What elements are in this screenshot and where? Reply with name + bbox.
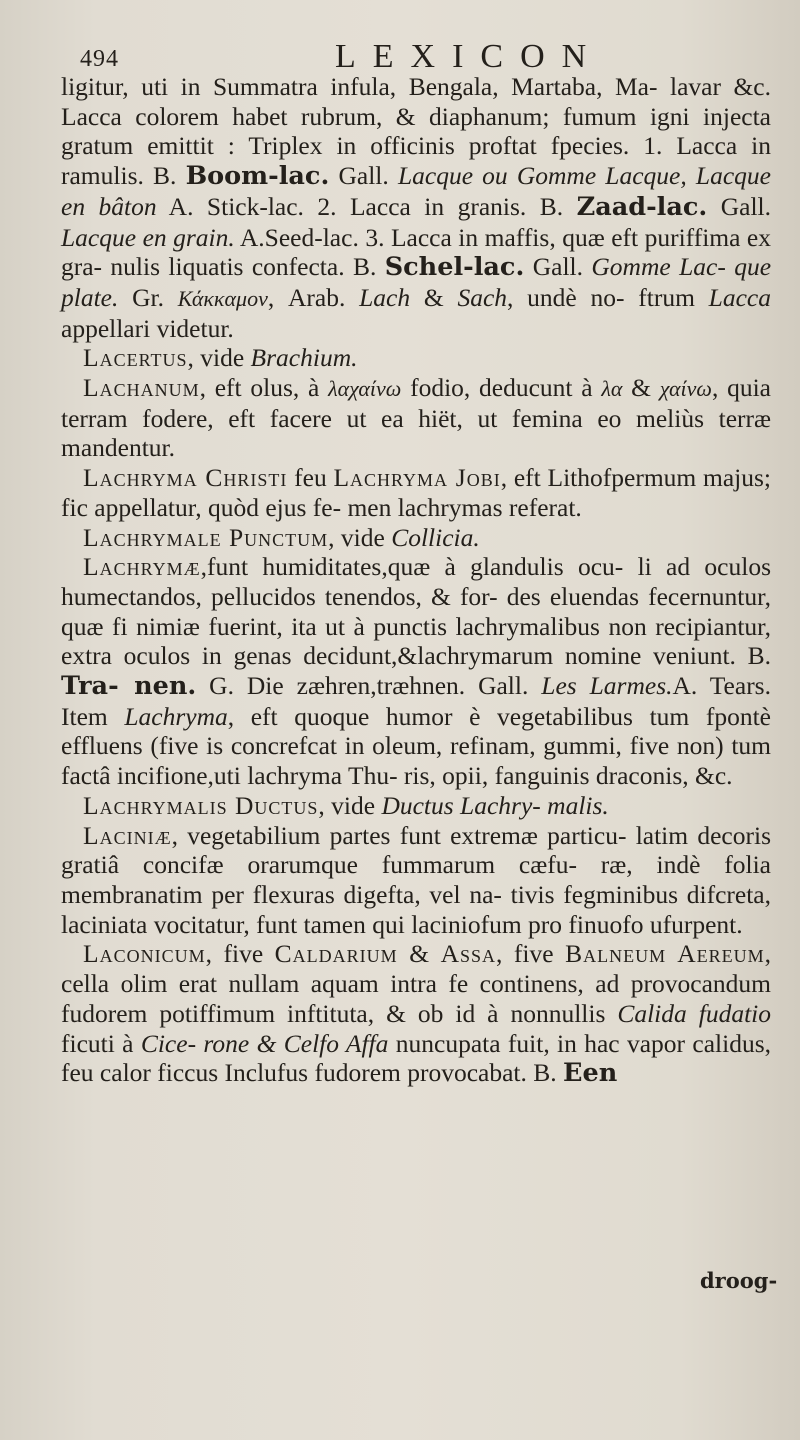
dutch-term: Een: [563, 1058, 618, 1089]
entry-lachrymalis-ductus: [61, 791, 771, 821]
greek-term: λα: [601, 376, 623, 402]
entry-text: G. Die zæhren,træhnen. Gall.: [196, 671, 542, 701]
italic-term: Sach: [457, 282, 508, 312]
italic-term: Lacque en grain.: [61, 222, 235, 252]
entry-lachrymale-punctum: [61, 523, 771, 553]
entry-text: Gall.: [524, 252, 592, 282]
entry-lacca-continued: [61, 72, 771, 343]
entry-text: , five: [205, 939, 275, 969]
entry-text: &: [397, 939, 441, 969]
headword: Lacertus: [83, 343, 188, 373]
entry-text: Gall.: [329, 161, 398, 191]
entry-lacertus: [61, 343, 771, 373]
headword: Assa: [440, 939, 497, 969]
headword: Caldarium: [274, 939, 398, 969]
entry-laciniae: [61, 821, 771, 940]
page-number: 494: [80, 46, 119, 72]
entry-text: , eft quoque humor è vegetabilibus tum fpontè effluens (five is concrefcat in oleum, refinam, gummi, five non) tum factâ incifione,uti lachryma Thu- ris, opii, fanguinis draconis, &c.: [61, 701, 772, 791]
entry-lachanum: [61, 373, 771, 463]
entry-text: ficuti à: [61, 1028, 141, 1058]
entry-laconicum: [61, 939, 771, 1089]
italic-term: Lacca: [708, 282, 771, 312]
entry-text: ligitur, uti in Summatra infula, Bengala, Martaba, Ma- lavar &c. Lacca colorem habet rubrum, & diaphanum; fumum igni injecta gratum emittit : Triplex in officinis proftat fpecies. 1. Lacca in ramulis. B.: [61, 72, 771, 191]
entry-text: appellari videtur.: [61, 313, 234, 343]
entry-lachrymae: [61, 552, 771, 791]
headword: Lachryma Jobi: [333, 463, 501, 493]
entry-text: , Arab.: [267, 282, 360, 312]
entry-text: A. Tears. Item: [61, 671, 771, 731]
headword: Lachrymalis Ductus: [83, 790, 319, 820]
catchword: droog-: [700, 1268, 778, 1293]
headword: Laciniæ: [83, 820, 172, 850]
entry-text: , vegetabilium partes funt extremæ particu- latim decoris gratiâ concifæ orarumque fummarum cæfu- ræ, indè folia membranatim per flexuras digefta, vel na- tivis fegminibus difcreta, laciniata vocitatur, funt tamen qui laciniofum pro finuofo ufurpent.: [61, 820, 771, 939]
dutch-term: Schel-lac.: [384, 252, 525, 283]
headword: Lachrymæ: [83, 552, 201, 582]
entry-text: nuncupata fuit, in hac vapor calidus, feu calor ficcus Inclufus fudorem provocabat. B.: [61, 1028, 771, 1088]
italic-term: Brachium.: [250, 343, 358, 373]
entry-text: Gr.: [118, 282, 178, 312]
italic-term: Calida fudatio: [617, 998, 771, 1028]
entry-text: &: [410, 282, 458, 312]
entry-text: feu: [287, 463, 334, 493]
dutch-term: Tra- nen.: [61, 671, 197, 702]
entry-lachryma-christi: [61, 463, 771, 522]
italic-term: Gomme Lac- que plate.: [61, 252, 772, 312]
headword: Lachryma Christi: [83, 463, 288, 493]
greek-term: χαίνω: [659, 376, 712, 402]
entry-text: , eft Lithofpermum majus; fic appellatur, quòd ejus fe- men lachrymas referat.: [61, 463, 771, 522]
dutch-term: Boom-lac.: [185, 161, 330, 192]
entry-text: , eft olus, à: [199, 373, 329, 403]
entry-text: , undè no- ftrum: [507, 282, 709, 312]
italic-term: Cice- rone & Celfo Affa: [140, 1028, 389, 1058]
italic-term: Lacque ou Gomme Lacque, Lacque en bâton: [61, 161, 771, 221]
greek-term: Κάκκαμον: [177, 285, 268, 311]
entry-text: Gall.: [707, 191, 772, 221]
italic-term: Ductus Lachry- malis.: [381, 790, 609, 820]
entry-text: A.Seed-lac. 3. Lacca in maffis, quæ eft puriffima ex gra- nulis liquatis confecta. B.: [61, 222, 771, 282]
headword: Lachrymale Punctum: [83, 522, 329, 552]
italic-term: Les Larmes.: [541, 671, 673, 701]
italic-term: Lach: [359, 282, 411, 312]
italic-term: Lachryma: [124, 701, 228, 731]
entries-column: [61, 72, 771, 1089]
entry-text: , vide: [187, 343, 251, 373]
headword: Balneum Aereum: [565, 939, 765, 969]
italic-term: Collicia.: [391, 522, 480, 552]
entry-text: , five: [496, 939, 566, 969]
entry-text: , vide: [318, 790, 382, 820]
greek-term: λαχαίνω: [328, 376, 402, 402]
entry-text: ,funt humiditates,quæ à glandulis ocu- li ad oculos humectandos, pellucidos tenendos, & for- des eluendas fecernuntur, quæ fi nimiæ fuerint, ita ut à punctis lachrymalibus non recipiantur, extra oculos in genas decidunt,&lachrymarum nomine veniunt. B.: [61, 552, 771, 671]
entry-text: fodio, deducunt à: [401, 373, 602, 403]
headword: Laconicum: [83, 939, 206, 969]
entry-text: &: [622, 373, 660, 403]
entry-text: A. Stick-lac. 2. Lacca in granis. B.: [156, 191, 577, 221]
headword: Lachanum: [83, 373, 200, 403]
running-title: LEXICON: [335, 38, 604, 75]
dutch-term: Zaad-lac.: [576, 191, 708, 222]
entry-text: , quia terram fodere, eft facere ut ea hiët, ut femina eo meliùs terræ mandentur.: [61, 373, 771, 463]
entry-text: , cella olim erat nullam aquam intra fe continens, ad provocandum fudorem potiffimum inftituta, & ob id à nonnullis: [61, 939, 771, 1028]
entry-text: , vide: [328, 522, 392, 552]
